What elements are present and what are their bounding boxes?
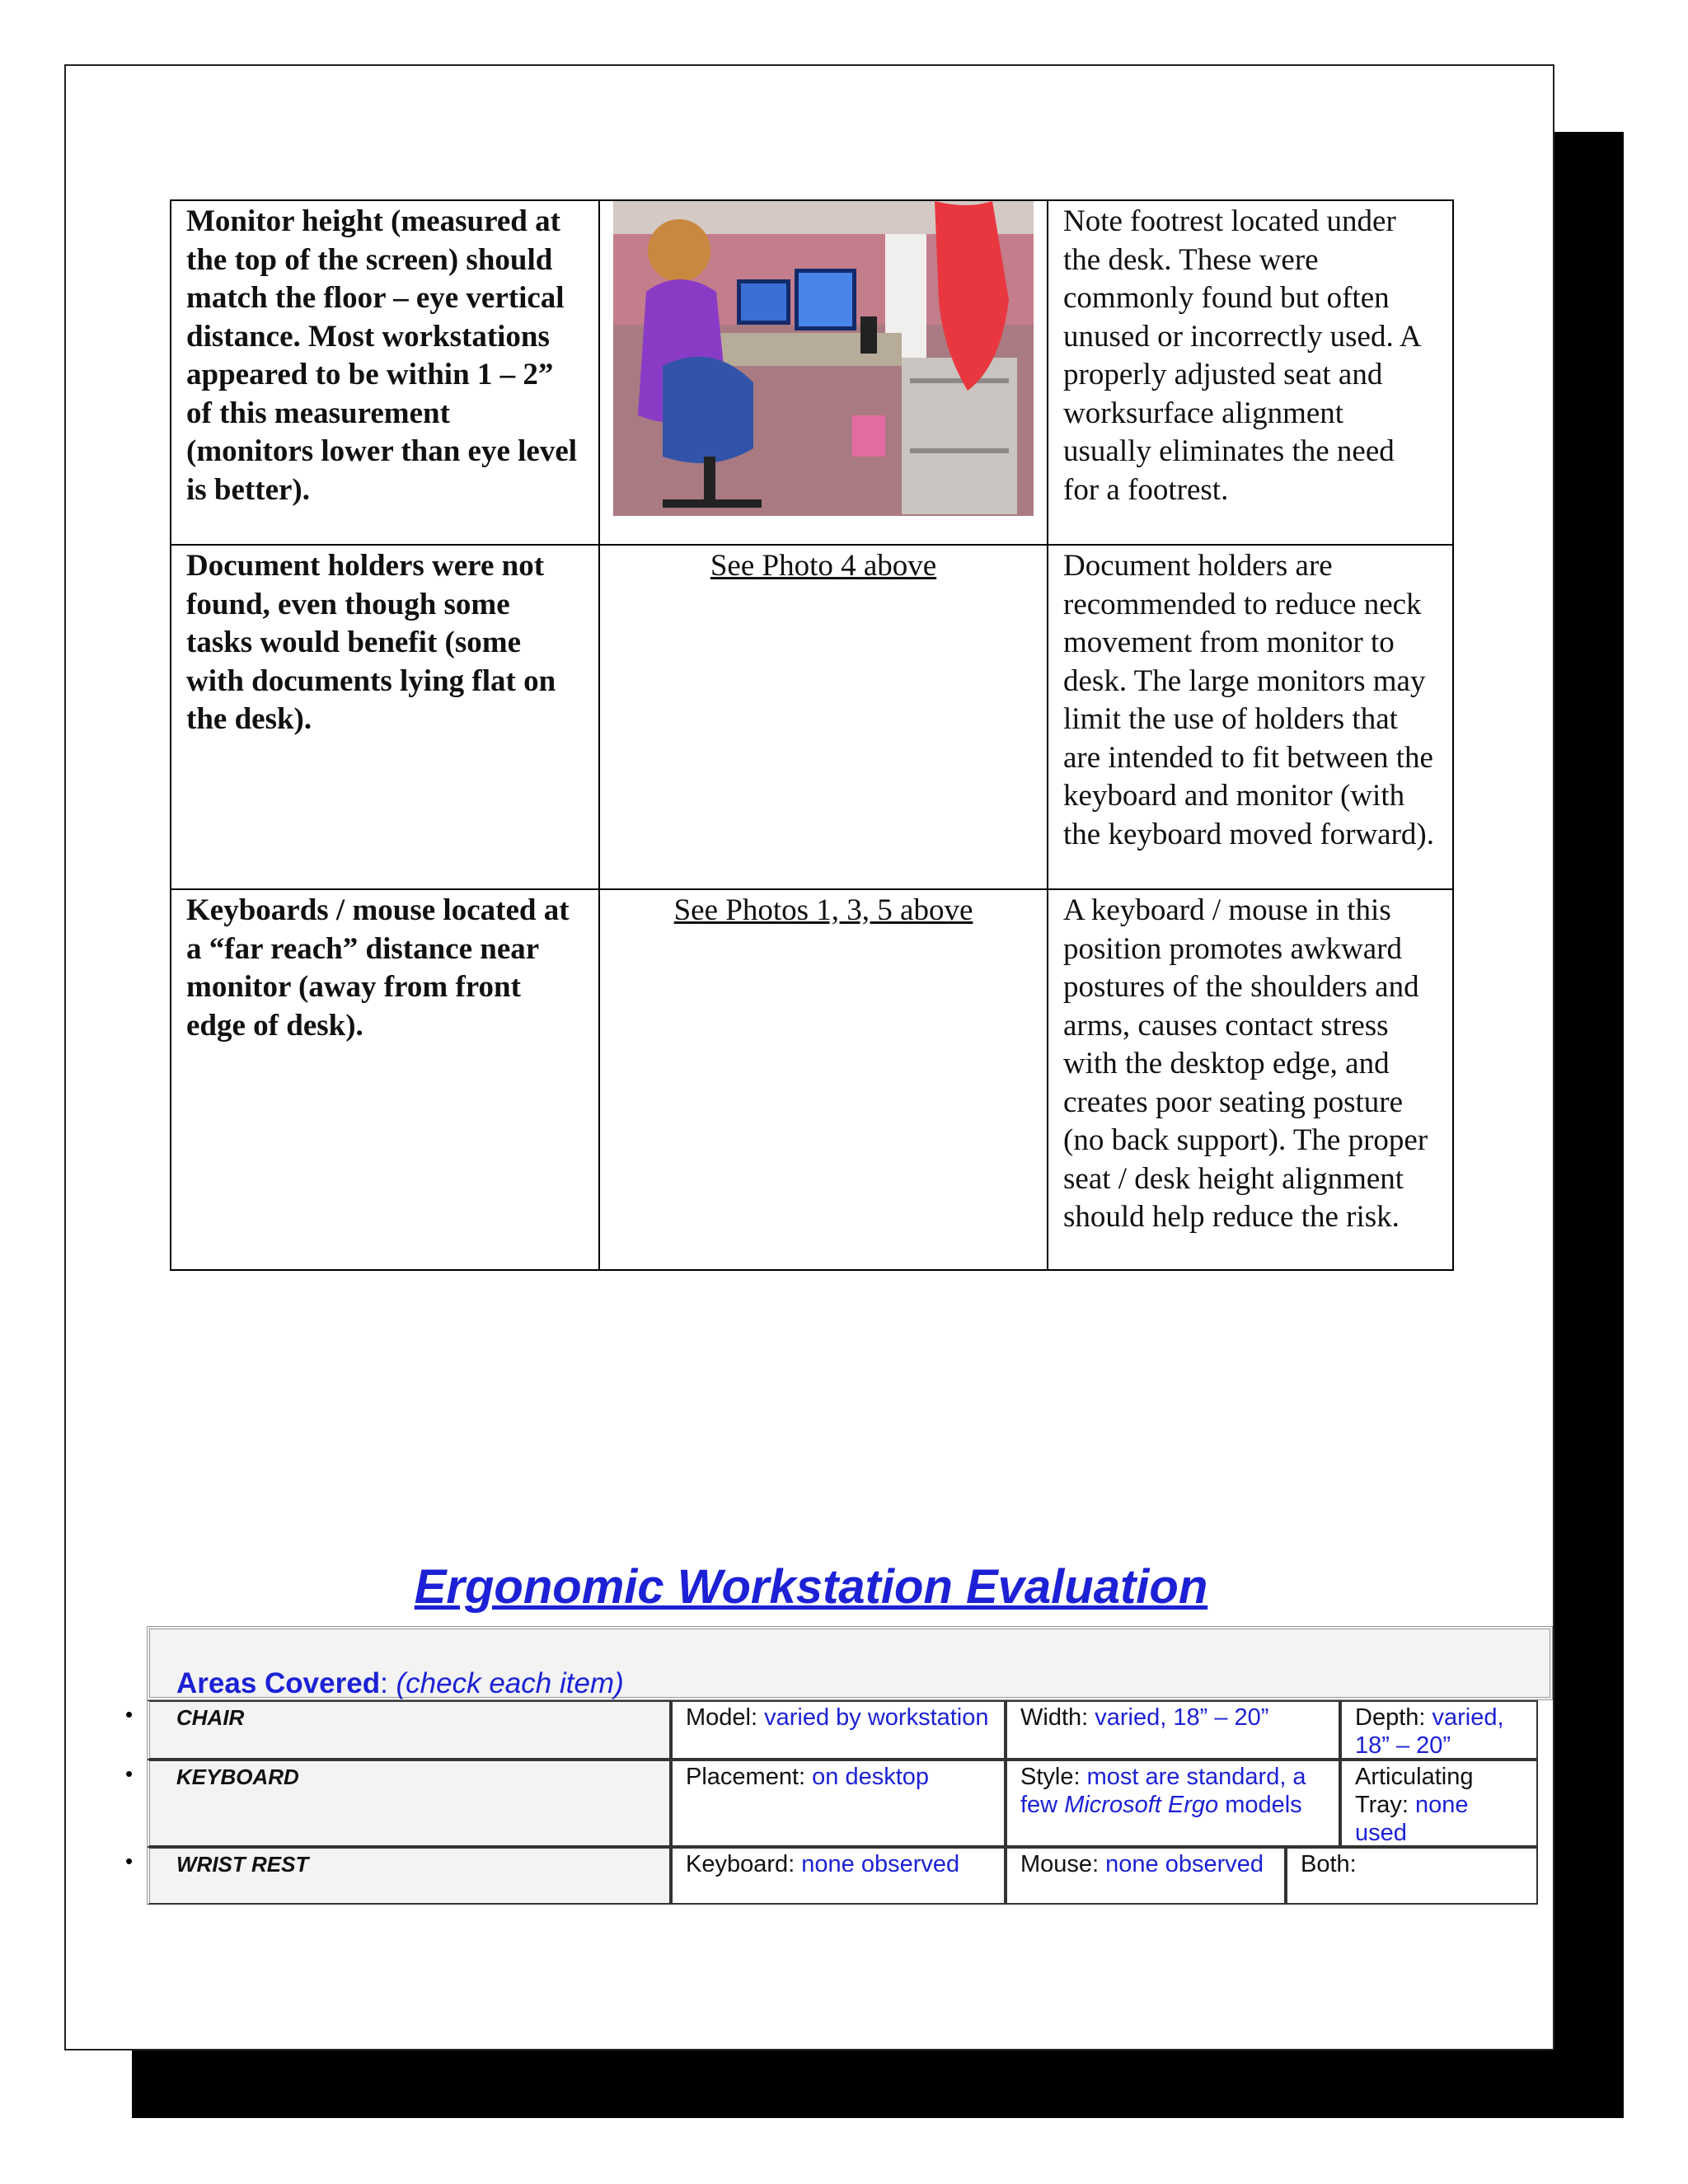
wrist-mouse-cell: Mouse: none observed xyxy=(1006,1847,1286,1905)
chair-model-cell: Model: varied by workstation xyxy=(671,1700,1006,1760)
table-row xyxy=(171,545,1453,889)
bullet-icon: • xyxy=(125,1702,134,1727)
finding-cell: Monitor height (measured at the top of the screen) should match the floor – eye vertical distance. Most workstations appeared to be within 1 – 2” of this measurement (monitors lower than eye level is better). xyxy=(171,200,599,545)
chair-depth-cell: Depth: varied, 18” – 20” xyxy=(1340,1700,1538,1760)
page-title: Ergonomic Workstation Evaluation xyxy=(414,1560,1208,1614)
finding-cell: Document holders were not found, even though some tasks would benefit (some with documents lying flat on the desk). xyxy=(171,545,599,889)
keyboard-style-cell: Style: most are standard, a few Microsoft Ergo models xyxy=(1006,1760,1340,1847)
finding-cell: Keyboards / mouse located at a “far reach” distance near monitor (away from front edge of desk). xyxy=(171,889,599,1270)
photo-reference-cell xyxy=(599,545,1048,889)
areas-covered-table xyxy=(125,1626,1553,1905)
area-name: WRIST REST xyxy=(147,1847,671,1905)
bullet-icon: • xyxy=(125,1761,134,1786)
photo-cell xyxy=(599,200,1048,545)
table-row xyxy=(171,889,1453,1270)
areas-label: Areas Covered: (check each item) xyxy=(176,1667,624,1699)
keyboard-tray-cell: Articulating Tray: none used xyxy=(1340,1760,1538,1847)
photo-reference-link: See Photos 1, 3, 5 above xyxy=(673,893,973,927)
area-row-wrist-rest xyxy=(125,1847,1553,1905)
document-page xyxy=(64,64,1554,2050)
bullet-icon: • xyxy=(125,1849,134,1873)
chair-width-cell: Width: varied, 18” – 20” xyxy=(1006,1700,1340,1760)
areas-header xyxy=(147,1626,1553,1700)
comment-cell: A keyboard / mouse in this position promotes awkward postures of the shoulders and arms, causes contact stress with the desktop edge, and creates poor seating posture (no back support). The proper seat / desk height alignment should help reduce the risk. xyxy=(1048,889,1453,1270)
table-row xyxy=(171,200,1453,545)
area-row-keyboard xyxy=(125,1760,1553,1847)
evaluation-table xyxy=(170,199,1454,1271)
area-name: KEYBOARD xyxy=(147,1760,671,1847)
area-row-chair xyxy=(125,1700,1553,1760)
comment-cell: Document holders are recommended to reduce neck movement from monitor to desk. The large monitors may limit the use of holders that are intended to fit between the keyboard and monitor (with the keyboard moved forward). xyxy=(1048,545,1453,889)
workstation-photo xyxy=(613,201,1034,516)
photo-reference-link: See Photo 4 above xyxy=(710,549,937,583)
wrist-keyboard-cell: Keyboard: none observed xyxy=(671,1847,1006,1905)
area-name: CHAIR xyxy=(147,1700,671,1760)
wrist-both-cell: Both: xyxy=(1286,1847,1538,1905)
photo-reference-cell xyxy=(599,889,1048,1270)
keyboard-placement-cell: Placement: on desktop xyxy=(671,1760,1006,1847)
comment-cell: Note footrest located under the desk. These were commonly found but often unused or incorrectly used. A properly adjusted seat and worksurface alignment usually eliminates the need for a footrest. xyxy=(1048,200,1453,545)
